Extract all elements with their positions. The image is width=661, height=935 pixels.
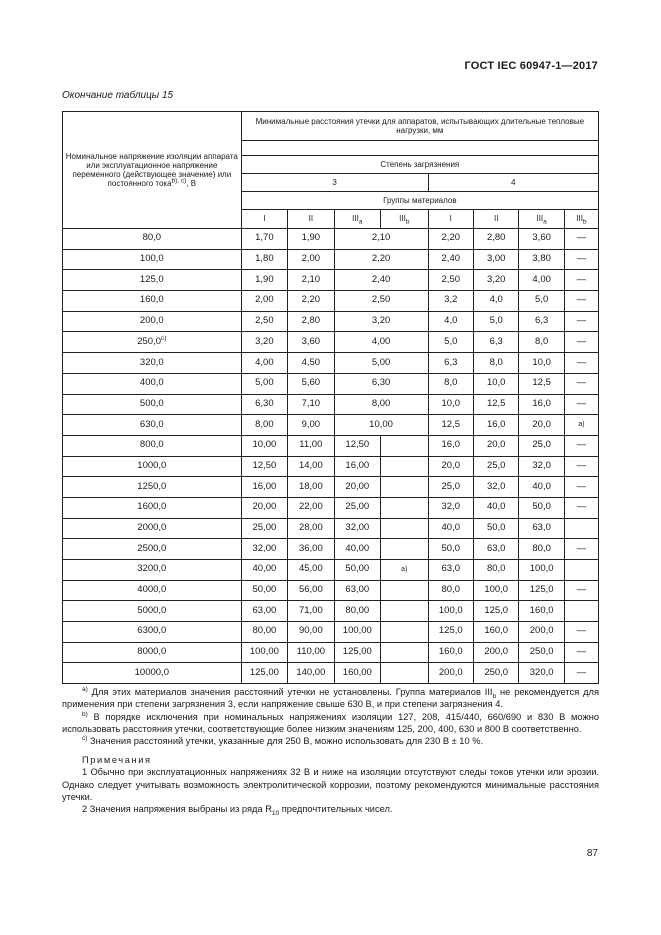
deg3-group-iiib-cell	[381, 435, 429, 456]
deg4-group-iiia-cell: 250,0	[519, 642, 564, 663]
voltage-cell: 2500,0	[63, 539, 242, 560]
degree-3-header: 3	[241, 174, 428, 192]
deg4-group-i-cell: 2,50	[428, 270, 473, 291]
group-i-3: I	[241, 210, 287, 229]
deg4-group-ii-cell: 8,0	[473, 353, 518, 374]
deg3-group-i-cell: 6,30	[241, 394, 287, 415]
group-iiib-4: $III_b$	[564, 210, 598, 229]
deg4-group-i-cell: 2,40	[428, 249, 473, 270]
deg3-group-ii-cell: 45,00	[288, 560, 334, 581]
table-caption: Окончание таблицы 15	[62, 90, 174, 101]
deg3-group-iiib-cell	[381, 642, 429, 663]
deg4-group-i-cell: 40,0	[428, 518, 473, 539]
deg3-group-iiib-cell	[381, 580, 429, 601]
table-row	[63, 518, 599, 539]
deg3-group-i-cell: 32,00	[241, 539, 287, 560]
deg3-group-iiib-cell: a)	[381, 560, 429, 581]
deg4-group-iiia-cell: 63,0	[519, 518, 564, 539]
deg4-group-i-cell: 20,0	[428, 456, 473, 477]
deg3-group-i-cell: 16,00	[241, 477, 287, 498]
voltage-cell: 125,0	[63, 270, 242, 291]
deg3-group-iiia-cell: 16,00	[334, 456, 380, 477]
deg3-group-ii-cell: 2,00	[288, 249, 334, 270]
deg3-group-ii-cell: 2,80	[288, 311, 334, 332]
voltage-cell: 80,0	[63, 229, 242, 250]
degree-4-header: 4	[428, 174, 598, 192]
deg4-group-iiia-cell: 200,0	[519, 622, 564, 643]
voltage-cell: 1000,0	[63, 456, 242, 477]
page-number: 87	[586, 848, 598, 859]
deg4-group-i-cell: 6,3	[428, 353, 473, 374]
deg3-group-ii-cell: 36,00	[288, 539, 334, 560]
table-row	[63, 270, 599, 291]
deg4-group-iiib-cell: —	[564, 353, 598, 374]
deg3-group-i-cell: 1,80	[241, 249, 287, 270]
deg4-group-ii-cell: 125,0	[473, 601, 518, 622]
deg4-group-i-cell: 125,0	[428, 622, 473, 643]
deg4-group-i-cell: 100,0	[428, 601, 473, 622]
voltage-cell: 800,0	[63, 435, 242, 456]
deg3-group-ii-cell: 4,50	[288, 353, 334, 374]
voltage-cell: 2000,0	[63, 518, 242, 539]
deg4-group-ii-cell: 50,0	[473, 518, 518, 539]
notes-heading: Примечания	[82, 754, 152, 765]
deg3-group-ii-cell: 9,00	[288, 415, 334, 436]
deg4-group-ii-cell: 20,0	[473, 435, 518, 456]
deg3-group-i-cell: 125,00	[241, 663, 287, 684]
voltage-cell: 8000,0	[63, 642, 242, 663]
deg4-group-ii-cell: 32,0	[473, 477, 518, 498]
deg3-group-iii-merged-cell: 6,30	[334, 373, 428, 394]
deg3-group-iii-merged-cell: 4,00	[334, 332, 428, 353]
deg4-group-ii-cell: 25,0	[473, 456, 518, 477]
voltage-cell: 100,0	[63, 249, 242, 270]
table-row	[63, 373, 599, 394]
deg3-group-iii-merged-cell: 2,40	[334, 270, 428, 291]
deg3-group-iiia-cell: 25,00	[334, 497, 380, 518]
deg4-group-iiib-cell: a)	[564, 415, 598, 436]
deg3-group-ii-cell: 71,00	[288, 601, 334, 622]
table-row	[63, 291, 599, 312]
table-row	[63, 580, 599, 601]
deg4-group-ii-cell: 5,0	[473, 311, 518, 332]
pollution-degree-header: Степень загрязнения	[241, 156, 598, 174]
deg3-group-iiia-cell: 50,00	[334, 560, 380, 581]
deg4-group-iiia-cell: 125,0	[519, 580, 564, 601]
deg3-group-i-cell: 63,00	[241, 601, 287, 622]
deg4-group-iiib-cell: —	[564, 622, 598, 643]
deg3-group-ii-cell: 7,10	[288, 394, 334, 415]
table-row	[63, 477, 599, 498]
deg4-group-i-cell: 63,0	[428, 560, 473, 581]
deg3-group-i-cell: 25,00	[241, 518, 287, 539]
table-row	[63, 249, 599, 270]
deg3-group-i-cell: 50,00	[241, 580, 287, 601]
deg4-group-iiia-cell: 10,0	[519, 353, 564, 374]
deg4-group-i-cell: 4,0	[428, 311, 473, 332]
voltage-cell: 500,0	[63, 394, 242, 415]
deg4-group-i-cell: 3,2	[428, 291, 473, 312]
deg4-group-iiib-cell	[564, 518, 598, 539]
deg4-group-i-cell: 10,0	[428, 394, 473, 415]
deg3-group-i-cell: 10,00	[241, 435, 287, 456]
table-row	[63, 539, 599, 560]
deg4-group-iiia-cell: 80,0	[519, 539, 564, 560]
deg3-group-iii-merged-cell: 3,20	[334, 311, 428, 332]
table-row	[63, 353, 599, 374]
deg4-group-iiia-cell: 160,0	[519, 601, 564, 622]
deg4-group-iiib-cell: —	[564, 642, 598, 663]
footnote-b: $^{b)}$ В порядке исключения при номинальных напряжениях изоляции 127, 208, 415/440, 660/690 и 830 В можно использовать расстояния утечки, соответствующие более низким значениям 125, 200, 400, 630 и 800 В соответственно.	[62, 710, 599, 735]
deg4-group-iiib-cell: —	[564, 456, 598, 477]
deg3-group-iiia-cell: 40,00	[334, 539, 380, 560]
deg3-group-i-cell: 2,00	[241, 291, 287, 312]
deg3-group-iiib-cell	[381, 663, 429, 684]
deg3-group-ii-cell: 28,00	[288, 518, 334, 539]
deg4-group-i-cell: 25,0	[428, 477, 473, 498]
table-row	[63, 311, 599, 332]
voltage-cell: 5000,0	[63, 601, 242, 622]
voltage-cell: 6300,0	[63, 622, 242, 643]
table-row	[63, 497, 599, 518]
note-2: 2 Значения напряжения выбраны из ряда $R_{10}$ предпочтительных чисел.	[82, 804, 393, 818]
deg4-group-ii-cell: 3,00	[473, 249, 518, 270]
deg3-group-ii-cell: 90,00	[288, 622, 334, 643]
table-row	[63, 394, 599, 415]
deg3-group-iiia-cell: 125,00	[334, 642, 380, 663]
voltage-cell: 630,0	[63, 415, 242, 436]
deg3-group-ii-cell: 1,90	[288, 229, 334, 250]
deg3-group-ii-cell: 3,60	[288, 332, 334, 353]
deg4-group-iiib-cell: —	[564, 477, 598, 498]
deg4-group-i-cell: 200,0	[428, 663, 473, 684]
deg4-group-i-cell: 2,20	[428, 229, 473, 250]
deg4-group-iiia-cell: 3,60	[519, 229, 564, 250]
creepage-table	[62, 111, 599, 684]
group-i-4: I	[428, 210, 473, 229]
voltage-cell: 200,0	[63, 311, 242, 332]
deg3-group-iiib-cell	[381, 601, 429, 622]
voltage-cell: 3200,0	[63, 560, 242, 581]
deg4-group-iiia-cell: 8,0	[519, 332, 564, 353]
deg3-group-iiib-cell	[381, 539, 429, 560]
deg3-group-iii-merged-cell: 2,10	[334, 229, 428, 250]
deg4-group-iiia-cell: 320,0	[519, 663, 564, 684]
deg3-group-ii-cell: 140,00	[288, 663, 334, 684]
deg3-group-ii-cell: 110,00	[288, 642, 334, 663]
deg4-group-ii-cell: 160,0	[473, 622, 518, 643]
material-groups-header: Группы материалов	[241, 192, 598, 210]
deg4-group-iiib-cell: —	[564, 249, 598, 270]
deg3-group-iiia-cell: 12,50	[334, 435, 380, 456]
voltage-cell: 160,0	[63, 291, 242, 312]
deg4-group-ii-cell: 2,80	[473, 229, 518, 250]
deg3-group-iiia-cell: 63,00	[334, 580, 380, 601]
deg4-group-i-cell: 32,0	[428, 497, 473, 518]
deg3-group-i-cell: 1,70	[241, 229, 287, 250]
deg4-group-ii-cell: 6,3	[473, 332, 518, 353]
deg3-group-iiia-cell: 20,00	[334, 477, 380, 498]
deg4-group-iiib-cell: —	[564, 580, 598, 601]
deg4-group-ii-cell: 16,0	[473, 415, 518, 436]
deg3-group-ii-cell: 14,00	[288, 456, 334, 477]
deg3-group-i-cell: 8,00	[241, 415, 287, 436]
deg3-group-i-cell: 5,00	[241, 373, 287, 394]
deg3-group-iii-merged-cell: 5,00	[334, 353, 428, 374]
deg3-group-i-cell: 12,50	[241, 456, 287, 477]
deg4-group-iiia-cell: 16,0	[519, 394, 564, 415]
creepage-main-header: Минимальные расстояния утечки для аппаратов, испытывающих длительные тепловые нагрузки, мм	[241, 112, 598, 141]
deg3-group-ii-cell: 2,20	[288, 291, 334, 312]
footnotes-block	[62, 686, 599, 816]
standard-code: ГОСТ IEC 60947-1—2017	[464, 60, 598, 72]
deg3-group-ii-cell: 2,10	[288, 270, 334, 291]
deg4-group-i-cell: 160,0	[428, 642, 473, 663]
table-row	[63, 601, 599, 622]
deg3-group-iiia-cell: 80,00	[334, 601, 380, 622]
deg4-group-iiia-cell: 25,0	[519, 435, 564, 456]
deg4-group-iiib-cell: —	[564, 311, 598, 332]
deg4-group-iiia-cell: 3,80	[519, 249, 564, 270]
table-row	[63, 456, 599, 477]
deg4-group-iiib-cell: —	[564, 394, 598, 415]
deg4-group-iiib-cell: —	[564, 332, 598, 353]
deg4-group-i-cell: 80,0	[428, 580, 473, 601]
deg4-group-iiia-cell: 50,0	[519, 497, 564, 518]
table-row	[63, 642, 599, 663]
deg3-group-ii-cell: 5,60	[288, 373, 334, 394]
deg4-group-iiib-cell: —	[564, 539, 598, 560]
deg3-group-iii-merged-cell: 10,00	[334, 415, 428, 436]
deg3-group-i-cell: 2,50	[241, 311, 287, 332]
deg4-group-iiia-cell: 4,00	[519, 270, 564, 291]
deg4-group-i-cell: 5,0	[428, 332, 473, 353]
deg3-group-iiib-cell	[381, 456, 429, 477]
table-row	[63, 415, 599, 436]
deg4-group-i-cell: 16,0	[428, 435, 473, 456]
deg3-group-iii-merged-cell: 8,00	[334, 394, 428, 415]
voltage-column-header: Номинальное напряжение изоляции аппарата или эксплуатационное напряжение переменного (действующее значение) или постоянного тока$^{b), c)}$, В	[63, 112, 242, 229]
deg4-group-i-cell: 8,0	[428, 373, 473, 394]
deg4-group-iiia-cell: 5,0	[519, 291, 564, 312]
deg4-group-ii-cell: 40,0	[473, 497, 518, 518]
deg3-group-iiib-cell	[381, 518, 429, 539]
voltage-cell: 10000,0	[63, 663, 242, 684]
deg4-group-iiia-cell: 12,5	[519, 373, 564, 394]
deg4-group-ii-cell: 250,0	[473, 663, 518, 684]
deg4-group-i-cell: 12,5	[428, 415, 473, 436]
deg4-group-iiia-cell: 6,3	[519, 311, 564, 332]
voltage-cell: 1600,0	[63, 497, 242, 518]
deg3-group-i-cell: 20,00	[241, 497, 287, 518]
deg4-group-ii-cell: 200,0	[473, 642, 518, 663]
deg4-group-iiib-cell: —	[564, 291, 598, 312]
deg3-group-ii-cell: 22,00	[288, 497, 334, 518]
table-row	[63, 663, 599, 684]
deg4-group-ii-cell: 63,0	[473, 539, 518, 560]
table-row	[63, 229, 599, 250]
deg3-group-ii-cell: 56,00	[288, 580, 334, 601]
deg4-group-iiia-cell: 100,0	[519, 560, 564, 581]
deg4-group-ii-cell: 4,0	[473, 291, 518, 312]
deg3-group-iiia-cell: 32,00	[334, 518, 380, 539]
deg4-group-iiib-cell	[564, 601, 598, 622]
deg4-group-iiib-cell	[564, 560, 598, 581]
deg3-group-i-cell: 4,00	[241, 353, 287, 374]
deg4-group-i-cell: 50,0	[428, 539, 473, 560]
table-row	[63, 622, 599, 643]
group-iiib-3: $III_b$	[381, 210, 429, 229]
group-iiia-3: $III_a$	[334, 210, 380, 229]
group-ii-4: II	[473, 210, 518, 229]
deg3-group-iii-merged-cell: 2,20	[334, 249, 428, 270]
voltage-cell: 320,0	[63, 353, 242, 374]
deg3-group-ii-cell: 18,00	[288, 477, 334, 498]
voltage-cell: 250,0$^{c)}$	[63, 332, 242, 353]
deg4-group-iiia-cell: 40,0	[519, 477, 564, 498]
deg4-group-iiib-cell: —	[564, 373, 598, 394]
deg3-group-iiia-cell: 160,00	[334, 663, 380, 684]
deg4-group-iiib-cell: —	[564, 435, 598, 456]
deg3-group-i-cell: 40,00	[241, 560, 287, 581]
footnote-a: $^{a)}$ Для этих материалов значения расстояний утечки не установлены. Группа материалов $III_b$ не рекомендуется для применения при степени загрязнения 3, если напряжение свыше 630 В, и при степени загрязнения 4.	[62, 685, 599, 710]
deg4-group-iiib-cell: —	[564, 497, 598, 518]
deg3-group-i-cell: 3,20	[241, 332, 287, 353]
deg4-group-ii-cell: 12,5	[473, 394, 518, 415]
deg4-group-iiib-cell: —	[564, 229, 598, 250]
table-row	[63, 560, 599, 581]
deg3-group-iiia-cell: 100,00	[334, 622, 380, 643]
note-1: 1 Обычно при эксплуатационных напряжениях 32 В и ниже на изоляции отсутствуют следы токов утечки или эрозии. Однако следует учитывать возможность электролитической коррозии, поэтому рекомендуются минимальные расстояния утечки.	[62, 767, 599, 802]
voltage-cell: 4000,0	[63, 580, 242, 601]
deg3-group-iii-merged-cell: 2,50	[334, 291, 428, 312]
deg4-group-iiia-cell: 32,0	[519, 456, 564, 477]
deg3-group-i-cell: 100,00	[241, 642, 287, 663]
deg3-group-i-cell: 80,00	[241, 622, 287, 643]
deg4-group-iiib-cell: —	[564, 270, 598, 291]
footnote-c: $^{c)}$ Значения расстояний утечки, указанные для 250 В, можно использовать для 230 В ± 10 %.	[82, 735, 484, 747]
deg3-group-ii-cell: 11,00	[288, 435, 334, 456]
deg4-group-iiia-cell: 20,0	[519, 415, 564, 436]
table-row	[63, 332, 599, 353]
group-ii-3: II	[288, 210, 334, 229]
header-blank	[241, 141, 598, 156]
voltage-cell: 400,0	[63, 373, 242, 394]
deg4-group-ii-cell: 100,0	[473, 580, 518, 601]
deg3-group-i-cell: 1,90	[241, 270, 287, 291]
deg3-group-iiib-cell	[381, 477, 429, 498]
table-row	[63, 435, 599, 456]
deg3-group-iiib-cell	[381, 622, 429, 643]
group-iiia-4: $III_a$	[519, 210, 564, 229]
deg3-group-iiib-cell	[381, 497, 429, 518]
voltage-cell: 1250,0	[63, 477, 242, 498]
deg4-group-iiib-cell: —	[564, 663, 598, 684]
deg4-group-ii-cell: 80,0	[473, 560, 518, 581]
deg4-group-ii-cell: 3,20	[473, 270, 518, 291]
deg4-group-ii-cell: 10,0	[473, 373, 518, 394]
